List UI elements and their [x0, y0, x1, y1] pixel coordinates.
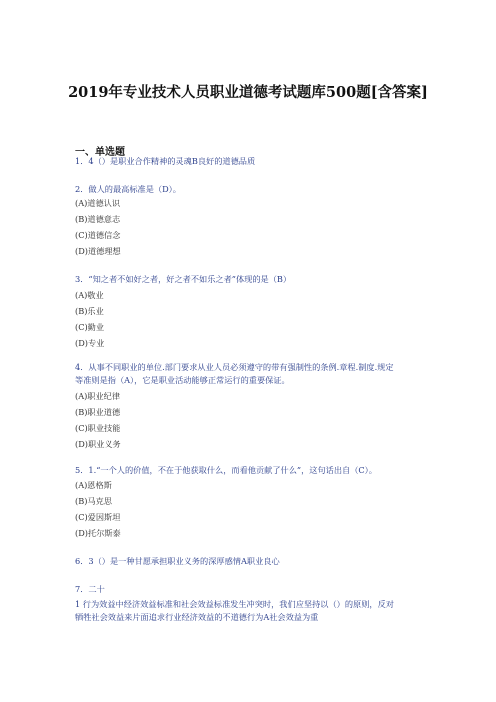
option-4a: (A)职业纪律 [75, 391, 121, 401]
option-2d: (D)道德理想 [75, 246, 121, 256]
option-2b: (B)道德意志 [75, 214, 121, 224]
question-5: 5．1.“一个人的价值，不在于他获取什么，而看他贡献了什么”，这句话出自（C）。 [75, 465, 377, 475]
option-4b: (B)职业道德 [75, 407, 121, 417]
option-2a: (A)道德认识 [75, 198, 121, 208]
question-6: 6．3（）是一种甘愿承担职业义务的深厚感情A职业良心 [75, 556, 280, 566]
question-4-line-1: 4．从事不同职业的单位.部门要求从业人员必须遵守的带有强制性的条例.章程.制度.规定 [75, 362, 394, 372]
question-3: 3．“知之者不如好之者，好之者不如乐之者”体现的是（B） [75, 274, 292, 284]
document-title: 2019年专业技术人员职业道德考试题库500题[含答案] [68, 84, 428, 101]
option-3c: (C)勤业 [75, 322, 105, 332]
option-2c: (C)道德信念 [75, 230, 121, 240]
question-7-line-2: 牺牲社会效益来片面追求行业经济效益的不道德行为A社会效益为重 [75, 612, 319, 622]
question-4-line-2: 等准则是指（A），它是职业活动能够正常运行的重要保证。 [75, 375, 290, 385]
question-2: 2．做人的最高标准是（D）。 [75, 184, 181, 194]
option-4c: (C)职业技能 [75, 423, 121, 433]
option-3a: (A)敬业 [75, 290, 104, 300]
option-4d: (D)职业义务 [75, 439, 121, 449]
option-5d: (D)托尔斯泰 [75, 528, 121, 538]
question-1: 1．4（）是职业合作精神的灵魂B良好的道德品质 [75, 156, 256, 166]
question-7: 7．二十 [75, 584, 105, 594]
option-3b: (B)乐业 [75, 306, 104, 316]
question-7-line-1: 1 行为效益中经济效益标准和社会效益标准发生冲突时，我们应坚持以（）的原则，反对 [75, 599, 394, 609]
section-heading: 一、单选题 [75, 147, 125, 158]
option-3d: (D)专业 [75, 338, 105, 348]
option-5c: (C)爱因斯坦 [75, 512, 121, 522]
option-5a: (A)恩格斯 [75, 480, 112, 490]
option-5b: (B)马克思 [75, 496, 112, 506]
